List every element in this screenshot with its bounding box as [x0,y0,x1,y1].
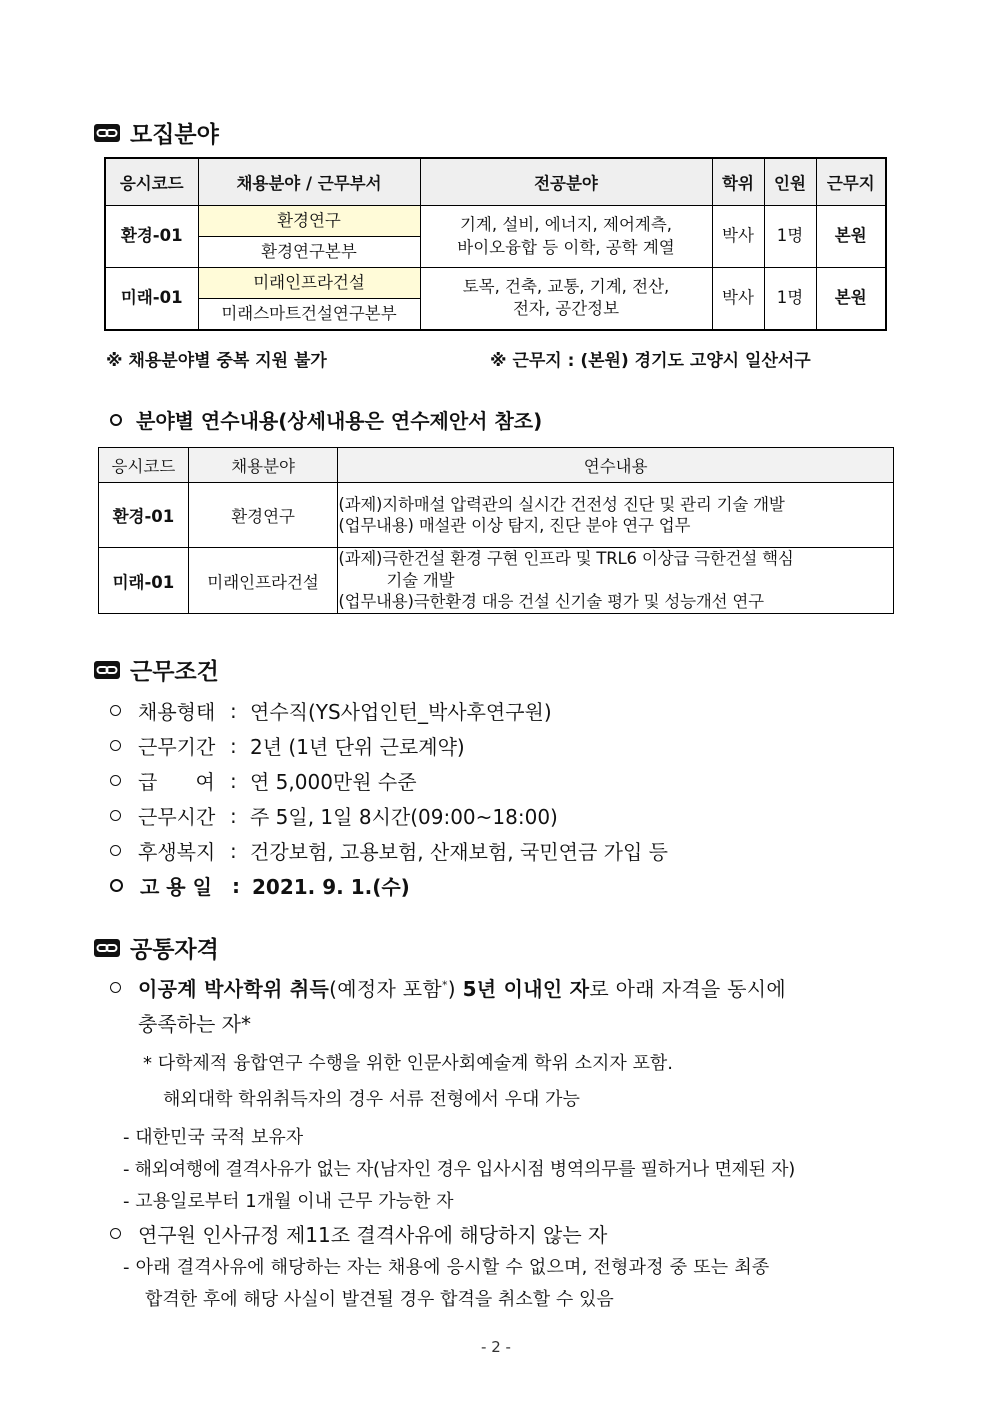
header-cell: 응시코드 [99,448,189,483]
field-cell: 환경연구 [198,206,420,237]
field-cell: 환경연구 [188,483,338,548]
training-title: 분야별 연수내용(상세내용은 연수제안서 참조) [136,409,543,433]
condition-label: 채용형태 [138,700,216,724]
table-row [99,548,894,614]
condition-value: 연수직(YS사업인턴_박사후연구원) [250,700,552,724]
field-cell: 미래인프라건설 [188,548,338,614]
header-cell: 채용분야 [188,448,338,483]
count-cell: 1명 [764,206,816,268]
note-no-duplicate: ※ 채용분야별 중복 지원 불가 [106,351,327,371]
bullet-icon [110,982,121,993]
requirement-item: - 해외여행에 결격사유가 없는 자(남자인 경우 입사시점 병역의무를 필하거나 면제된 자) [123,1159,795,1180]
requirement-text: 고용일로부터 1개월 이내 근무 가능한 자 [135,1191,454,1212]
qualification-1-line2: 충족하는 자* [138,1012,251,1036]
condition-value: 건강보험, 고용보험, 산재보험, 국민연금 가입 등 [250,840,668,864]
qualification-1 [110,973,786,1002]
qual-text: (예정자 포함 [329,977,442,1001]
condition-item: 급 여 : 연 5,000만원 수준 [110,766,417,795]
requirement-text: 해외여행에 결격사유가 없는 자(남자인 경우 입사시점 병역의무를 필하거나 면제된 자) [134,1159,795,1180]
header-cell: 전공분야 [420,158,712,206]
condition-item: 채용형태 : 연수직(YS사업인턴_박사후연구원) [110,696,552,725]
bullet-icon [110,810,121,821]
code-cell: 환경-01 [105,206,198,268]
requirement-item: - 고용일로부터 1개월 이내 근무 가능한 자 [123,1191,454,1212]
table-header-row [105,158,886,206]
condition-item: 후생복지 : 건강보험, 고용보험, 산재보험, 국민연금 가입 등 [110,836,668,865]
table-header-row [99,448,894,483]
code-cell: 미래-01 [105,268,198,330]
major-line: 토목, 건축, 교통, 기계, 전산, [462,276,670,296]
condition-item: 고 용 일 : 2021. 9. 1.(수) [110,871,410,900]
content-line: (업무내용)극한환경 대응 건설 신기술 평가 및 성능개선 연구 [338,592,764,612]
table-row [105,206,886,237]
section-heading-qualifications [94,931,219,964]
footnote: * 다학제적 융합연구 수행을 위한 인문사회예술계 학위 소지자 포함. [143,1053,673,1074]
section-title: 공통자격 [130,937,219,963]
recruit-table [104,157,887,331]
bullet-icon [110,740,121,751]
dept-cell: 미래스마트건설연구본부 [198,299,420,330]
bullet-icon [110,775,121,786]
link-icon [94,661,120,679]
qual-text: 로 아래 자격을 동시에 [589,977,786,1001]
condition-label: 근무기간 [138,735,216,759]
bullet-icon [110,1228,121,1239]
bullet-icon [110,845,121,856]
section-heading-conditions [94,653,219,686]
major-cell [420,268,712,330]
content-line: (과제)극한건설 환경 구현 인프라 및 TRL6 이상급 극한건설 핵심 [338,549,794,569]
header-cell: 연수내용 [338,448,894,483]
qual-bold: 5년 이내인 자 [462,977,590,1001]
requirement-item: - 대한민국 국적 보유자 [123,1127,304,1148]
bullet-icon [110,414,122,426]
major-cell [420,206,712,268]
condition-value: 2021. 9. 1.(수) [252,875,410,899]
condition-label: 후생복지 [138,840,216,864]
condition-label: 급 여 [138,770,215,794]
requirement-item: - 아래 결격사유에 해당하는 자는 채용에 응시할 수 없으며, 전형과정 중 또는 최종 [123,1257,770,1278]
content-cell [338,548,894,614]
degree-cell: 박사 [712,206,764,268]
qual-star: * [441,978,448,992]
requirement-text: 대한민국 국적 보유자 [135,1127,304,1148]
place-cell: 본원 [816,268,886,330]
condition-value: 2년 (1년 단위 근로계약) [250,735,465,759]
major-line: 바이오융합 등 이학, 공학 계열 [457,237,675,257]
content-cell [338,483,894,548]
qualification-2 [110,1219,607,1248]
condition-label: 고 용 일 [140,875,212,899]
code-cell: 미래-01 [99,548,189,614]
degree-cell: 박사 [712,268,764,330]
footnote: 해외대학 학위취득자의 경우 서류 전형에서 우대 가능 [163,1089,580,1110]
qual-bold: 이공계 박사학위 취득 [138,977,330,1001]
condition-value: 연 5,000만원 수준 [250,770,417,794]
field-cell: 미래인프라건설 [198,268,420,299]
section-heading-recruit [94,116,219,149]
header-cell: 학위 [712,158,764,206]
major-line: 전자, 공간정보 [512,299,620,319]
link-icon [94,124,120,142]
condition-item: 근무기간 : 2년 (1년 단위 근로계약) [110,731,465,760]
requirement-text-cont: 합격한 후에 해당 사실이 발견될 경우 합격을 취소할 수 있음 [145,1289,614,1310]
count-cell: 1명 [764,268,816,330]
content-line: (과제)지하매설 압력관의 실시간 건전성 진단 및 관리 기술 개발 [338,494,785,514]
table-row [105,268,886,299]
qual-text: ) [447,977,463,1001]
bullet-icon [110,879,123,892]
header-cell: 근무지 [816,158,886,206]
content-line: (업무내용) 매설관 이상 탐지, 진단 분야 연구 업무 [338,516,691,535]
header-cell: 인원 [764,158,816,206]
condition-label: 근무시간 [138,805,216,829]
section-title: 근무조건 [130,659,219,685]
training-heading [110,405,542,434]
note-location: ※ 근무지 : (본원) 경기도 고양시 일산서구 [490,351,811,371]
major-line: 기계, 설비, 에너지, 제어계측, [459,215,673,235]
requirement-text: 아래 결격사유에 해당하는 자는 채용에 응시할 수 없으며, 전형과정 중 또는 최종 [135,1257,770,1278]
place-cell: 본원 [816,206,886,268]
training-table [98,447,894,614]
bullet-icon [110,705,121,716]
link-icon [94,939,120,957]
content-line: 기술 개발 [386,570,455,590]
section-title: 모집분야 [130,122,219,148]
table-row [99,483,894,548]
qual-text: 연구원 인사규정 제11조 결격사유에 해당하지 않는 자 [138,1223,608,1247]
condition-value: 주 5일, 1일 8시간(09:00~18:00) [250,805,558,829]
header-cell: 응시코드 [105,158,198,206]
dept-cell: 환경연구본부 [198,237,420,268]
page-number: - 2 - [481,1338,511,1356]
condition-item: 근무시간 : 주 5일, 1일 8시간(09:00~18:00) [110,801,558,830]
header-cell: 채용분야 / 근무부서 [198,158,420,206]
code-cell: 환경-01 [99,483,189,548]
